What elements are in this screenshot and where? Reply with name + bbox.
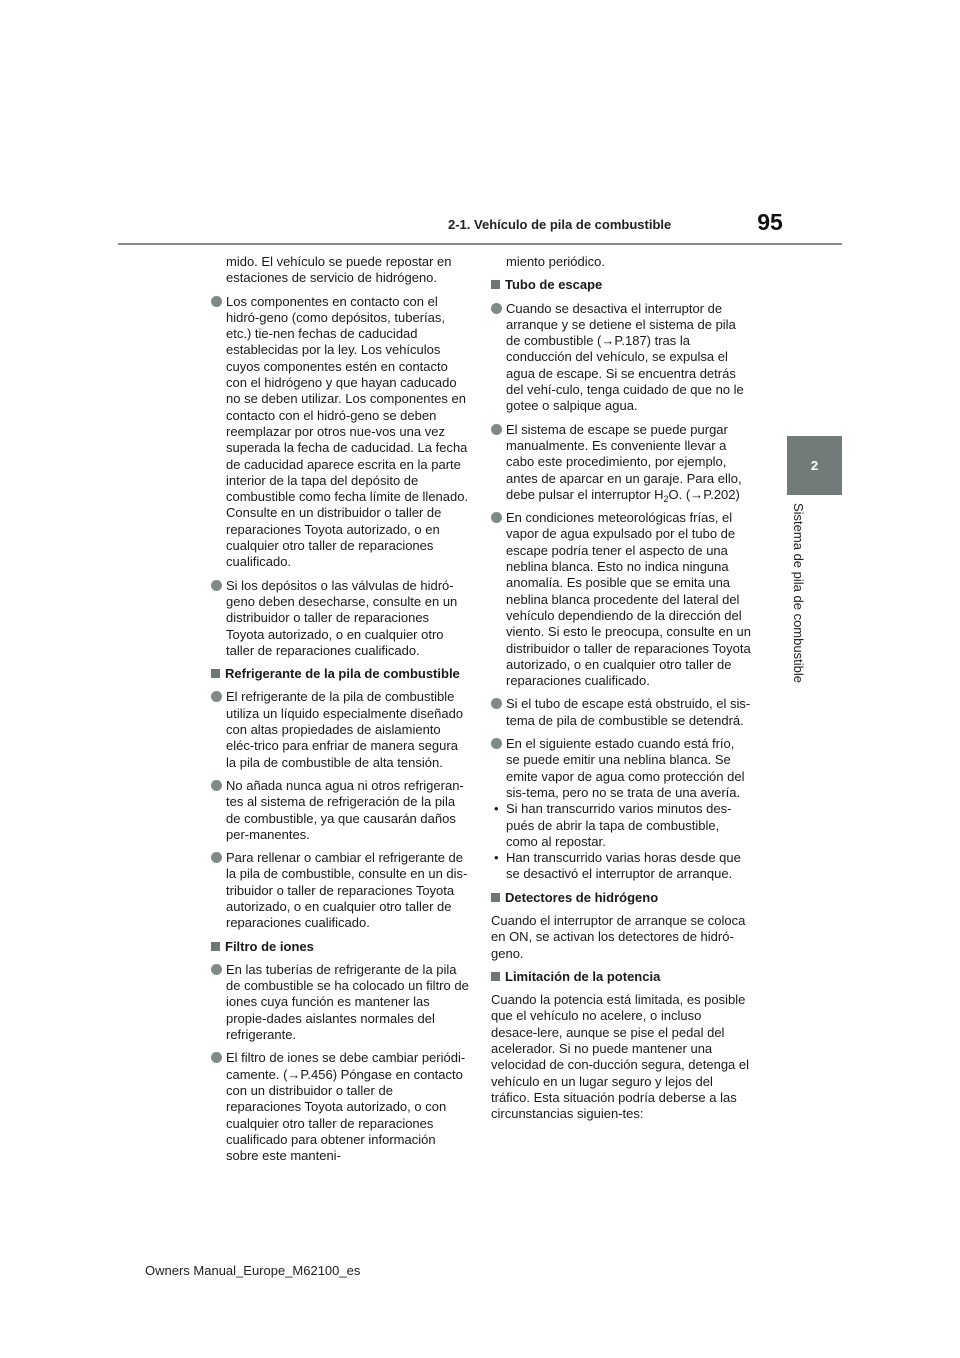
continued-paragraph: miento periódico. — [506, 254, 605, 269]
bullet-text: El filtro de iones se debe cambiar periódi-camente. (→P.456) Póngase en contacto con un distribuidor o taller de reparaciones Toyota autorizado, o con cualquier otro taller de reparaciones cualificado para obtener información sobre este manteni- — [226, 1050, 466, 1164]
bullet-item — [491, 301, 751, 415]
dash-text: Han transcurrido varias horas desde que se desactivó el interruptor de arranque. — [506, 850, 741, 882]
bullet-item — [211, 778, 469, 843]
body-paragraph: Cuando la potencia está limitada, es posible que el vehículo no acelere, o incluso desace-lere, aunque se pise el pedal del acelerador. Si no puede mantener una velocidad de con-ducción segura, detenga el vehículo en un lugar seguro y lejos del tráfico. Esta situación podría deberse a las circunstancias siguien-tes: — [491, 992, 750, 1122]
bullet-text — [506, 422, 742, 502]
bullet-text-part: El sistema de escape se puede purgar manualmente. Es conveniente llevar a cabo este procedimiento, por ejemplo, antes de aparcar en un garaje. Para ello, debe pulsar el interruptor H — [506, 421, 742, 502]
bullet-text: En el siguiente estado cuando está frío, se puede emitir una neblina blanca. Se emite vapor de agua como protección del sis-tema, pero no se trata de una avería. — [506, 736, 745, 800]
bullet-dot-icon — [211, 1052, 222, 1063]
bullet-text: El refrigerante de la pila de combustible utiliza un líquido especialmente diseñado con altas propiedades de aislamiento eléc-trico para enfriar de manera segura la pila de combustible de alta tensión. — [226, 689, 464, 770]
bullet-item — [211, 294, 469, 571]
square-bullet-icon — [491, 893, 500, 902]
bullet-item — [491, 736, 751, 801]
bullet-dot-icon — [211, 852, 222, 863]
bullet-text: En las tuberías de refrigerante de la pila de combustible se ha colocado un filtro de iones cuya función es mantener las propie-dades aislantes normales del refrigerante. — [226, 961, 469, 1043]
heading-text: Filtro de iones — [225, 938, 314, 954]
bullet-dot-icon — [211, 296, 222, 307]
bullet-text: Para rellenar o cambiar el refrigerante de la pila de combustible, consulte en un dis-tribuidor o taller de reparaciones Toyota autorizado, o en cualquier otro taller de reparaciones cualificado. — [226, 850, 468, 931]
square-bullet-icon — [211, 669, 220, 678]
side-chapter-title: Sistema de pila de combustible — [791, 503, 806, 683]
bullet-text: Los componentes en contacto con el hidró-geno (como depósitos, tuberías, etc.) tie-nen fechas de caducidad establecidas por la ley. Los vehículos cuyos componentes estén en contacto con el hidrógeno y que hayan caducado no se deben utilizar. Los componentes en contacto con el hidró-geno se deben reemplazar por otros nue-vos una vez superada la fecha de caducidad. La fecha de caducidad aparece escrita en la parte interior de la tapa del depósito de combustible como fecha límite de llenado. Consulte en un distribuidor o taller de reparaciones Toyota autorizado, o en cualquier otro taller de reparaciones cualificado. — [226, 293, 469, 570]
square-bullet-icon — [211, 942, 220, 951]
footer-text: Owners Manual_Europe_M62100_es — [145, 1263, 361, 1278]
bullet-dot-icon — [211, 780, 222, 791]
heading-text: Refrigerante de la pila de combustible — [225, 666, 460, 682]
bullet-item — [491, 696, 751, 729]
subscript: 2 — [663, 493, 669, 504]
section-heading — [211, 666, 469, 682]
bullet-item — [211, 850, 469, 931]
bullet-dot-icon — [211, 580, 222, 591]
bullet-dot-icon — [491, 424, 502, 435]
left-column — [211, 254, 469, 1171]
section-heading — [211, 939, 469, 955]
bullet-dot-icon — [491, 303, 502, 314]
page-number: 95 — [757, 209, 783, 235]
bullet-item — [211, 1050, 469, 1164]
bullet-dot-icon — [491, 698, 502, 709]
bullet-text: No añada nunca agua ni otros refrigeran-tes al sistema de refrigeración de la pila de combustible, ya que causarán daños per-manentes. — [226, 777, 464, 842]
bullet-text: En condiciones meteorológicas frías, el vapor de agua expulsado por el tubo de escape podría tener el aspecto de una neblina blanca. Esto no indica ninguna anomalía. Es posible que se emita una neblina blanca procedente del lateral del vehículo dependiendo de la dirección del viento. Si esto le preocupa, consulte en un distribuidor o taller de reparaciones Toyota autorizado, o en cualquier otro taller de reparaciones cualificado. — [506, 510, 751, 689]
bullet-item — [491, 422, 751, 503]
bullet-text-part: O. (→P.202) — [668, 486, 740, 502]
bullet-dot-icon — [211, 691, 222, 702]
bullet-item — [211, 689, 469, 770]
heading-text: Tubo de escape — [505, 277, 603, 293]
bullet-text: Si los depósitos o las válvulas de hidró-geno deben desecharse, consulte en un distribuidor o taller de reparaciones Toyota autorizado, o en cualquier otro taller de reparaciones cualificado. — [226, 577, 458, 658]
section-title: 2-1. Vehículo de pila de combustible — [448, 217, 672, 232]
dash-item — [491, 850, 751, 883]
dash-item — [491, 801, 751, 850]
section-heading — [491, 969, 751, 985]
bullet-item — [491, 510, 751, 689]
bullet-text: Cuando se desactiva el interruptor de arranque y se detiene el sistema de pila de combustible (→P.187) tras la conducción del vehículo, se expulsa el agua de escape. Si se encuentra detrás del vehí-culo, tenga cuidado de que no le gotee o salpique agua. — [506, 300, 744, 414]
heading-text: Detectores de hidrógeno — [505, 889, 659, 905]
bullet-dot-icon — [491, 512, 502, 523]
dash-text: Si han transcurrido varios minutos des-pués de abrir la tapa de combustible, como al repostar. — [506, 801, 732, 849]
chapter-tab: 2 — [787, 436, 842, 495]
heading-text: Limitación de la potencia — [505, 968, 661, 984]
section-heading — [491, 277, 751, 293]
dash-bullet-icon: • — [494, 850, 499, 866]
bullet-text: Si el tubo de escape está obstruido, el sis-tema de pila de combustible se detendrá. — [506, 696, 751, 728]
square-bullet-icon — [491, 972, 500, 981]
dash-bullet-icon: • — [494, 801, 499, 817]
right-column — [491, 254, 751, 1130]
continued-paragraph: mido. El vehículo se puede repostar en estaciones de servicio de hidrógeno. — [226, 254, 452, 286]
dash-list — [491, 801, 751, 882]
bullet-item — [211, 962, 469, 1043]
header-rule — [118, 243, 842, 245]
body-paragraph: Cuando el interruptor de arranque se coloca en ON, se activan los detectores de hidró-geno. — [491, 912, 746, 961]
section-heading — [491, 890, 751, 906]
bullet-dot-icon — [491, 738, 502, 749]
bullet-dot-icon — [211, 964, 222, 975]
bullet-item — [211, 578, 469, 659]
square-bullet-icon — [491, 280, 500, 289]
